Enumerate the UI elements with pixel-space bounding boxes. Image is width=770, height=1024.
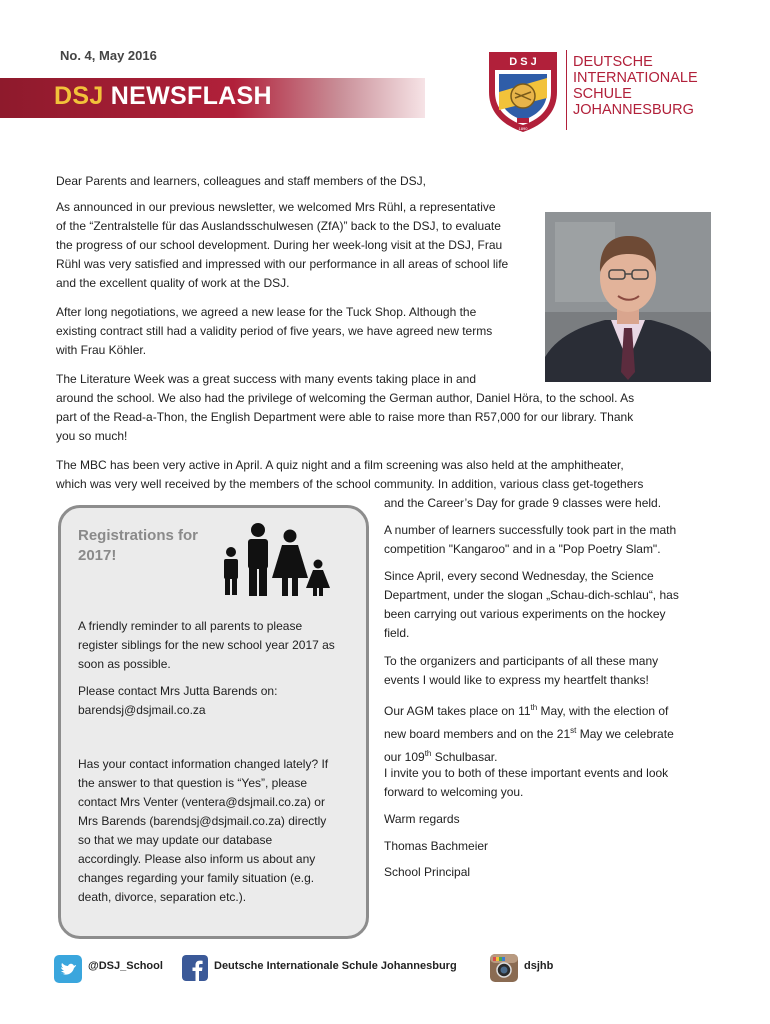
text-line: with Frau Köhler.: [56, 343, 147, 357]
paragraph-mbc: [56, 456, 643, 494]
school-name-line: SCHULE: [573, 86, 632, 102]
paragraph-literature-week: [56, 370, 634, 446]
text-line: The Literature Week was a great success with many events taking place in and: [56, 372, 476, 386]
text-line: I invite you to both of these important events and look: [384, 766, 669, 780]
paragraph-mbc-continued: and the Career’s Day for grade 9 classes were held.: [384, 496, 662, 510]
principal-photo: [545, 212, 711, 382]
paragraph-tuck-shop: [56, 303, 492, 360]
signature-name: Thomas Bachmeier: [384, 839, 489, 853]
text-line: field.: [384, 626, 410, 640]
text-line: the progress of our school development. During her week-long visit at the DSJ, Frau: [56, 238, 503, 252]
twitter-icon[interactable]: [54, 955, 82, 983]
twitter-handle[interactable]: @DSJ_School: [88, 960, 163, 972]
text-run: new board members and on the 21: [384, 727, 571, 741]
instagram-handle[interactable]: dsjhb: [524, 960, 554, 972]
paragraph-zfa-visit: [56, 198, 508, 293]
signature-title: School Principal: [384, 865, 471, 879]
text-line: Has your contact information changed lately? If: [78, 757, 329, 771]
text-line: so that we may update our database: [78, 833, 273, 847]
text-run: Schulbasar.: [431, 750, 498, 764]
facebook-icon[interactable]: [182, 955, 208, 981]
title-line: 2017!: [78, 547, 117, 564]
school-name-line: INTERNATIONALE: [573, 70, 698, 86]
registration-title: [78, 526, 198, 566]
registration-contact: [78, 682, 277, 720]
text-line: existing contract still had a validity period of five years, we have agreed new terms: [56, 324, 493, 338]
crest-year: 1890: [518, 126, 528, 131]
registration-reminder: [78, 617, 335, 674]
text-line: been carrying out various experiments on the hockey: [384, 607, 666, 621]
text-line: you so much!: [56, 429, 128, 443]
text-line: Since April, every second Wednesday, the Science: [384, 569, 654, 583]
text-line: Department, under the slogan „Schau-dich-schlau“, has: [384, 588, 679, 602]
paragraph-science: [384, 567, 679, 643]
text-line: the answer to that question is “Yes”, please: [78, 776, 308, 790]
text-line: competition "Kangaroo" and in a "Pop Poetry Slam".: [384, 542, 661, 556]
school-name-line: JOHANNESBURG: [573, 102, 694, 118]
text-line: events I would like to express my heartfelt thanks!: [384, 673, 649, 687]
banner-title: NEWSFLASH: [110, 82, 272, 110]
text-line: around the school. We also had the privilege of welcoming the German author, Daniel Höra, to the school. As: [56, 391, 635, 405]
text-run: Our AGM takes place on 11: [384, 704, 531, 718]
closing: Warm regards: [384, 812, 460, 826]
text-line: death, divorce, separation etc.).: [78, 890, 247, 904]
header-divider: [566, 50, 567, 130]
text-line: To the organizers and participants of all these many: [384, 654, 659, 668]
school-name: [573, 54, 698, 118]
text-line: part of the Read-a-Thon, the English Department were able to raise more than R57,000 for our library. Thank: [56, 410, 634, 424]
family-icon: [218, 522, 358, 598]
text-line: soon as possible.: [78, 657, 171, 671]
text-line: A friendly reminder to all parents to please: [78, 619, 303, 633]
school-crest-logo: [485, 48, 561, 134]
text-run: May, with the election of: [537, 704, 669, 718]
text-run: our 109: [384, 750, 425, 764]
paragraph-math-competition: [384, 521, 676, 559]
superscript: th: [424, 749, 432, 758]
text-line: The MBC has been very active in April. A quiz night and a film screening was also held at the amphitheater,: [56, 458, 624, 472]
superscript: st: [570, 726, 577, 735]
contact-update-notice: [78, 755, 328, 907]
issue-number: No. 4, May 2016: [60, 48, 157, 63]
facebook-page-name[interactable]: Deutsche Internationale Schule Johannesburg: [214, 960, 457, 972]
greeting: Dear Parents and learners, colleagues and staff members of the DSJ,: [56, 174, 426, 188]
instagram-icon[interactable]: [490, 954, 518, 982]
text-line: which was very well received by the members of the school community. In addition, various class get-togethers: [56, 477, 644, 491]
text-line: and the excellent quality of work at the DSJ.: [56, 276, 290, 290]
superscript: th: [530, 703, 538, 712]
text-line: accordingly. Please also inform us about any: [78, 852, 316, 866]
text-line: A number of learners successfully took part in the math: [384, 523, 677, 537]
text-line: of the “Zentralstelle für das Auslandsschulwesen (ZfA)” back to the DSJ, to evaluate: [56, 219, 501, 233]
crest-letters: D S J: [509, 56, 537, 68]
text-line: As announced in our previous newsletter, we welcomed Mrs Rühl, a representative: [56, 200, 496, 214]
banner-prefix: DSJ: [54, 82, 104, 110]
newsflash-title: [54, 82, 272, 111]
contact-email: barendsj@dsjmail.co.za: [78, 703, 206, 717]
school-name-line: DEUTSCHE: [573, 54, 653, 70]
text-line: changes regarding your family situation (e.g.: [78, 871, 315, 885]
text-line: Mrs Barends (barendsj@dsjmail.co.za) directly: [78, 814, 327, 828]
paragraph-invitation: [384, 764, 668, 802]
text-run: May we celebrate: [576, 727, 674, 741]
text-line: Rühl was very satisfied and impressed with our performance in all areas of school life: [56, 257, 509, 271]
paragraph-agm: [384, 698, 674, 767]
title-line: Registrations for: [78, 527, 199, 544]
paragraph-thanks: [384, 652, 658, 690]
text-line: contact Mrs Venter (ventera@dsjmail.co.za) or: [78, 795, 325, 809]
text-line: After long negotiations, we agreed a new lease for the Tuck Shop. Although the: [56, 305, 477, 319]
text-line: forward to welcoming you.: [384, 785, 524, 799]
text-line: register siblings for the new school year 2017 as: [78, 638, 335, 652]
text-line: Please contact Mrs Jutta Barends on:: [78, 684, 278, 698]
